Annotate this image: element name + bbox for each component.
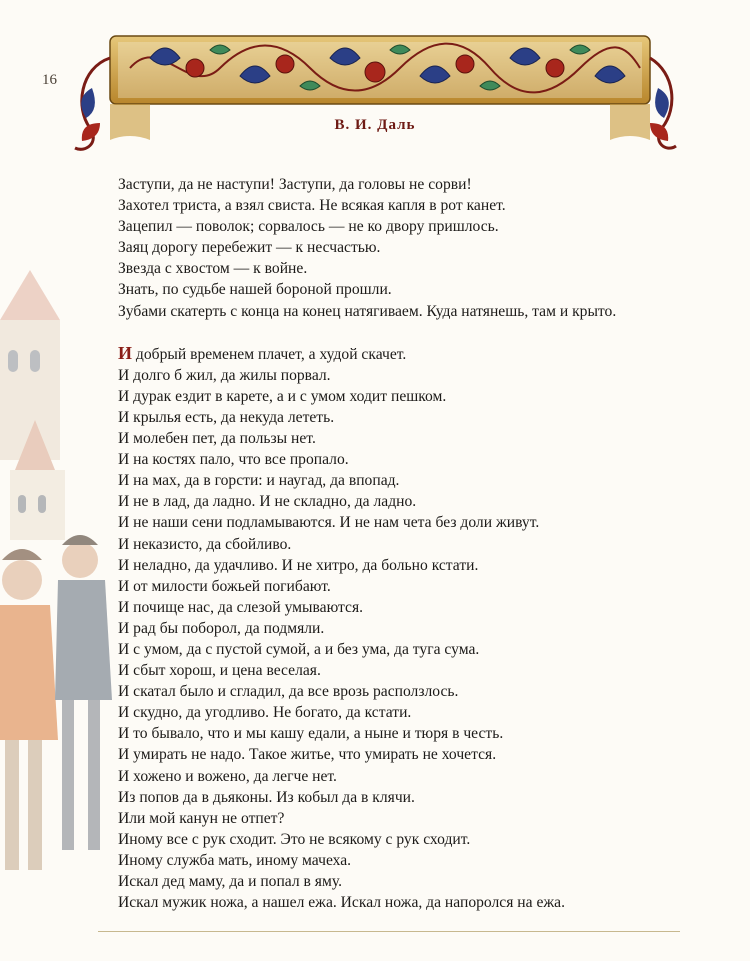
proverb-line: И неказисто, да сбойливо.: [118, 535, 292, 553]
stanza-i: [118, 343, 728, 914]
people-and-church-icon: [0, 260, 133, 960]
section-gap: [118, 322, 728, 343]
proverb-line: И долго б жил, да жилы порвал.: [118, 366, 331, 384]
proverb-line: [118, 343, 728, 365]
proverb-line: Заяц дорогу перебежит — к несчастью.: [118, 239, 381, 257]
proverb-line: Искал мужик ножа, а нашел ежа. Искал ножа, да напоролся на ежа.: [118, 894, 565, 912]
running-head: В. И. Даль: [334, 117, 416, 133]
proverb-line: И рад бы поборол, да подмяли.: [118, 619, 325, 637]
proverb-line: И на костях пало, что все пропало.: [118, 451, 349, 469]
proverb-line: И умирать не надо. Такое житье, что умирать не хочется.: [118, 746, 497, 764]
proverb-line: Иному все с рук сходит. Это не всякому с рук сходит.: [118, 830, 471, 848]
proverb-line: И дурак ездит в карете, а и с умом ходит пешком.: [118, 387, 447, 405]
footer-rule: [98, 931, 680, 932]
proverb-line: И скудно, да угодливо. Не богато, да кстати.: [118, 704, 412, 722]
proverb-line: И на мах, да в горсти: и наугад, да впопад.: [118, 472, 400, 490]
proverb-line: И хожено и вожено, да легче нет.: [118, 767, 337, 785]
proverb-line: И неладно, да удачливо. И не хитро, да больно кстати.: [118, 556, 479, 574]
stanza-z: [118, 174, 728, 322]
proverb-line: Заступи, да не наступи! Заступи, да головы не сорви!: [118, 176, 472, 193]
ornamental-headpiece: [70, 28, 680, 160]
background-illustration: [0, 260, 133, 960]
proverbs-text: [118, 174, 728, 913]
proverb-line: Знать, по судьбе нашей бороной прошли.: [118, 281, 392, 299]
proverb-line: И с умом, да с пустой сумой, а и без ума, да туга сума.: [118, 640, 480, 658]
proverb-line: И сбыт хорош, и цена веселая.: [118, 662, 321, 680]
proverb-line: И молебен пет, да пользы нет.: [118, 430, 316, 448]
proverb-line: И скатал было и сгладил, да все врозь расползлось.: [118, 683, 459, 701]
proverb-line: И почище нас, да слезой умываются.: [118, 598, 364, 616]
proverb-line: Или мой канун не отпет?: [118, 809, 285, 827]
proverb-line: И крылья есть, да некуда лететь.: [118, 408, 335, 426]
proverb-line: Иному служба мать, иному мачеха.: [118, 851, 352, 869]
first-line-text: добрый временем плачет, а худой скачет.: [132, 345, 407, 363]
proverb-line: И не в лад, да ладно. И не складно, да ладно.: [118, 493, 417, 511]
proverb-line: Зацепил — поволок; сорвалось — не ко двору пришлось.: [118, 218, 499, 236]
proverb-line: И то бывало, что и мы кашу едали, а ныне и тюря в честь.: [118, 725, 504, 743]
floral-ornament-icon: [70, 28, 680, 160]
drop-initial: И: [118, 342, 133, 363]
proverb-line: Зубами скатерть с конца на конец натягиваем. Куда натянешь, там и крыто.: [118, 302, 617, 320]
proverb-line: Звезда с хвостом — к войне.: [118, 260, 308, 278]
proverb-line: Из попов да в дьяконы. Из кобыл да в клячи.: [118, 788, 415, 806]
proverb-line: Захотел триста, а взял свиста. Не всякая капля в рот канет.: [118, 197, 506, 215]
page-number: 16: [42, 72, 57, 88]
proverb-line: И от милости божьей погибают.: [118, 577, 331, 595]
proverb-line: И не наши сени подламываются. И не нам чета без доли живут.: [118, 514, 540, 532]
proverb-line: Искал дед маму, да и попал в яму.: [118, 873, 342, 890]
